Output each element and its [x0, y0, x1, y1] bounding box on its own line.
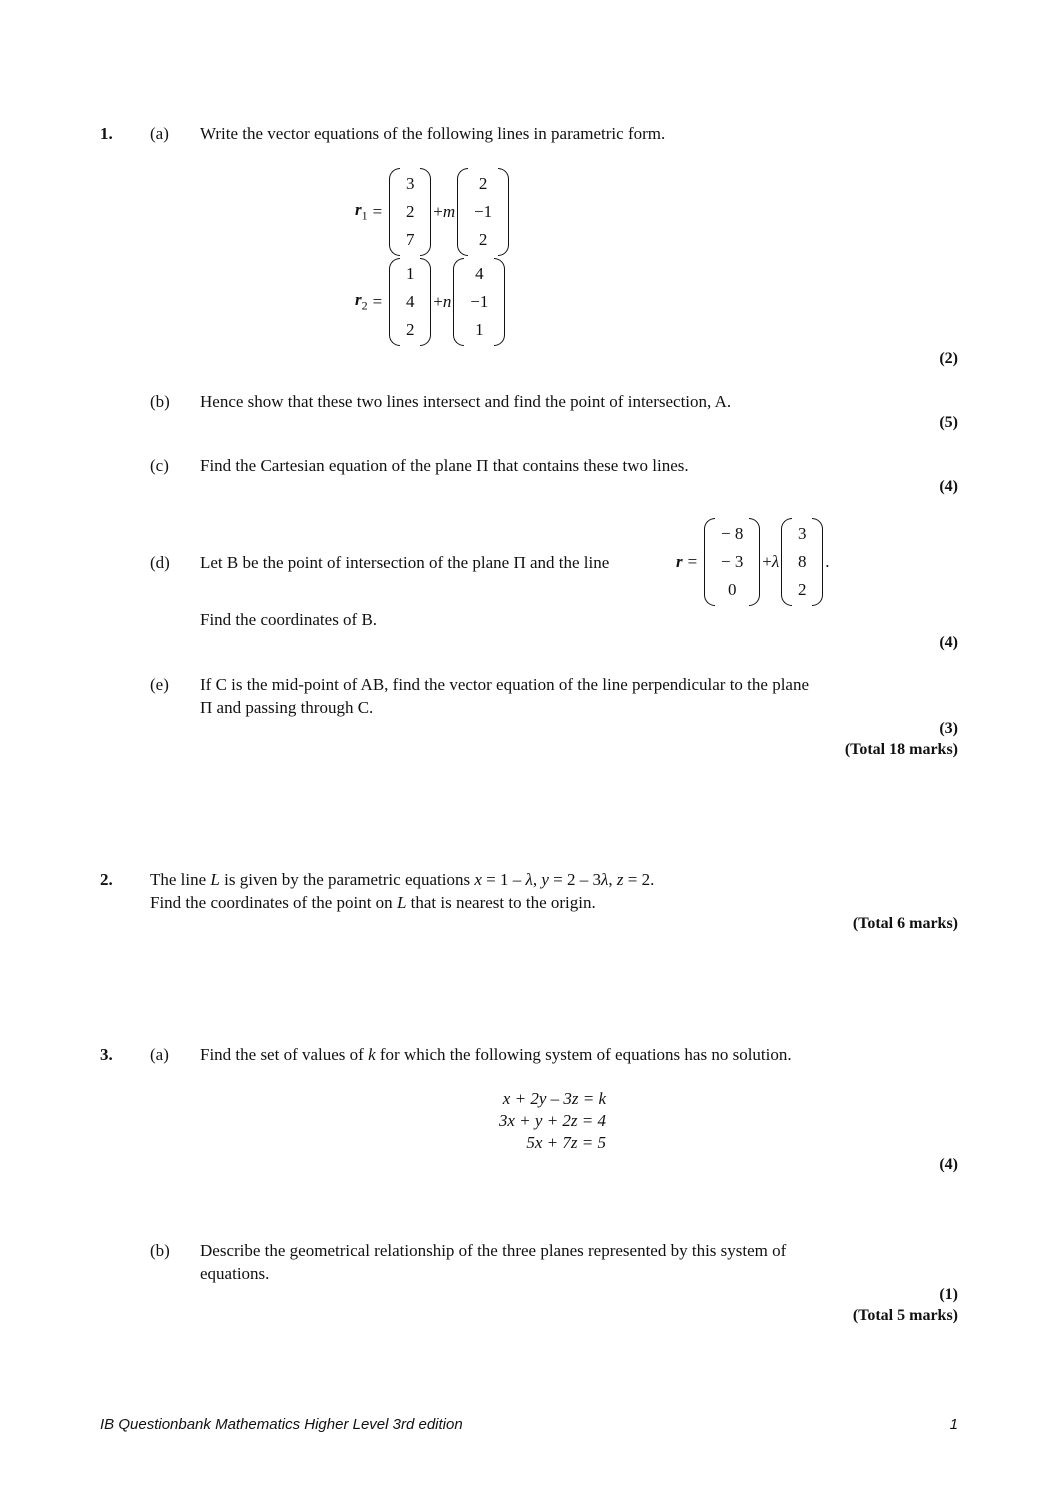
matrix-cell: 3 — [405, 174, 415, 193]
page-number: 1 — [949, 1416, 958, 1433]
q1a-marks: (2) — [939, 350, 958, 367]
q3a-label: (a) — [150, 1045, 169, 1064]
equation-2: 3x + y + 2z = 4 — [498, 1111, 606, 1130]
q1d-text2: Find the coordinates of B. — [200, 610, 378, 629]
r1-symbol: $r_1$ — [355, 200, 368, 223]
q1e-line2: Π and passing through C. — [200, 698, 374, 717]
q1e-label: (e) — [150, 675, 169, 694]
q1d-marks: (4) — [939, 634, 958, 651]
equation-line-r — [676, 518, 829, 606]
q2-total-marks: (Total 6 marks) — [852, 915, 958, 932]
q3b-line1: Describe the geometrical relationship of the three planes represented by this system of — [200, 1241, 787, 1260]
r-symbol: r — [676, 552, 683, 571]
equals-sign: = — [687, 552, 698, 571]
q1e-marks: (3) — [939, 720, 958, 737]
q1b-label: (b) — [150, 392, 170, 411]
question-2-number: 2. — [100, 870, 113, 889]
equals-sign: = — [372, 292, 383, 311]
q3b-marks: (1) — [939, 1286, 958, 1303]
matrix-cell: −1 — [470, 292, 489, 311]
q1c-marks: (4) — [939, 478, 958, 495]
q1a-label: (a) — [150, 124, 169, 143]
matrix-cell: 2 — [797, 580, 807, 599]
q3a-marks: (4) — [939, 1156, 958, 1173]
question-1-number: 1. — [100, 124, 113, 143]
question-3-number: 3. — [100, 1045, 113, 1064]
q1c-text: Find the Cartesian equation of the plane Π that contains these two lines. — [200, 456, 689, 475]
q1b-text: Hence show that these two lines intersect and find the point of intersection, A. — [200, 392, 732, 411]
matrix-cell: 7 — [405, 230, 415, 249]
plus-sign: + — [762, 552, 772, 571]
matrix-cell: 1 — [475, 320, 484, 339]
r1-direction-vector — [457, 168, 509, 256]
matrix-cell: − 8 — [721, 524, 744, 543]
plus-sign: + — [433, 202, 443, 221]
parameter-lambda: λ — [771, 552, 780, 571]
matrix-cell: 0 — [727, 580, 737, 599]
q1d-text: Let B be the point of intersection of the plane Π and the line — [200, 553, 610, 572]
matrix-cell: 3 — [797, 524, 807, 543]
matrix-cell: 4 — [475, 264, 484, 283]
q3a-text: Find the set of values of k for which the following system of equations has no solution. — [200, 1045, 792, 1064]
plus-sign: + — [433, 292, 443, 311]
footer-title: IB Questionbank Mathematics Higher Level 3rd edition — [100, 1416, 463, 1433]
equals-sign: = — [372, 202, 383, 221]
line-direction-vector — [781, 518, 823, 606]
r2-direction-vector — [453, 258, 505, 346]
r1-point-vector — [389, 168, 431, 256]
q1b-marks: (5) — [939, 414, 958, 431]
matrix-cell: 1 — [405, 264, 415, 283]
line-point-vector — [704, 518, 760, 606]
equation-system — [470, 1088, 606, 1154]
q3b-label: (b) — [150, 1241, 170, 1260]
matrix-cell: 8 — [797, 552, 807, 571]
q1e-line1: If C is the mid-point of AB, find the vector equation of the line perpendicular to the plane — [200, 675, 810, 694]
q3b-line2: equations. — [200, 1264, 270, 1283]
q2-line1: The line L is given by the parametric equations x = 1 – λ, y = 2 – 3λ, z = 2. — [150, 870, 655, 889]
full-stop: . — [825, 552, 830, 571]
q2-line2: Find the coordinates of the point on L that is nearest to the origin. — [150, 893, 596, 912]
parameter-m: m — [442, 202, 456, 221]
q1c-label: (c) — [150, 456, 169, 475]
matrix-cell: 2 — [478, 230, 488, 249]
r2-symbol: $r_2$ — [355, 290, 368, 313]
r2-point-vector — [389, 258, 431, 346]
matrix-cell: 2 — [405, 202, 415, 221]
parameter-n: n — [442, 292, 452, 311]
equation-1: x + 2y – 3z = k — [502, 1089, 606, 1108]
q1d-label: (d) — [150, 553, 170, 572]
q1-total-marks: (Total 18 marks) — [844, 741, 958, 758]
q1a-text: Write the vector equations of the following lines in parametric form. — [200, 124, 666, 143]
equation-r1 — [355, 168, 511, 256]
matrix-cell: −1 — [474, 202, 493, 221]
matrix-cell: 2 — [405, 320, 415, 339]
matrix-cell: − 3 — [721, 552, 744, 571]
q3-total-marks: (Total 5 marks) — [852, 1307, 958, 1324]
equation-3: 5x + 7z = 5 — [526, 1133, 606, 1152]
matrix-cell: 4 — [405, 292, 415, 311]
matrix-cell: 2 — [478, 174, 488, 193]
equation-r2 — [355, 258, 507, 346]
